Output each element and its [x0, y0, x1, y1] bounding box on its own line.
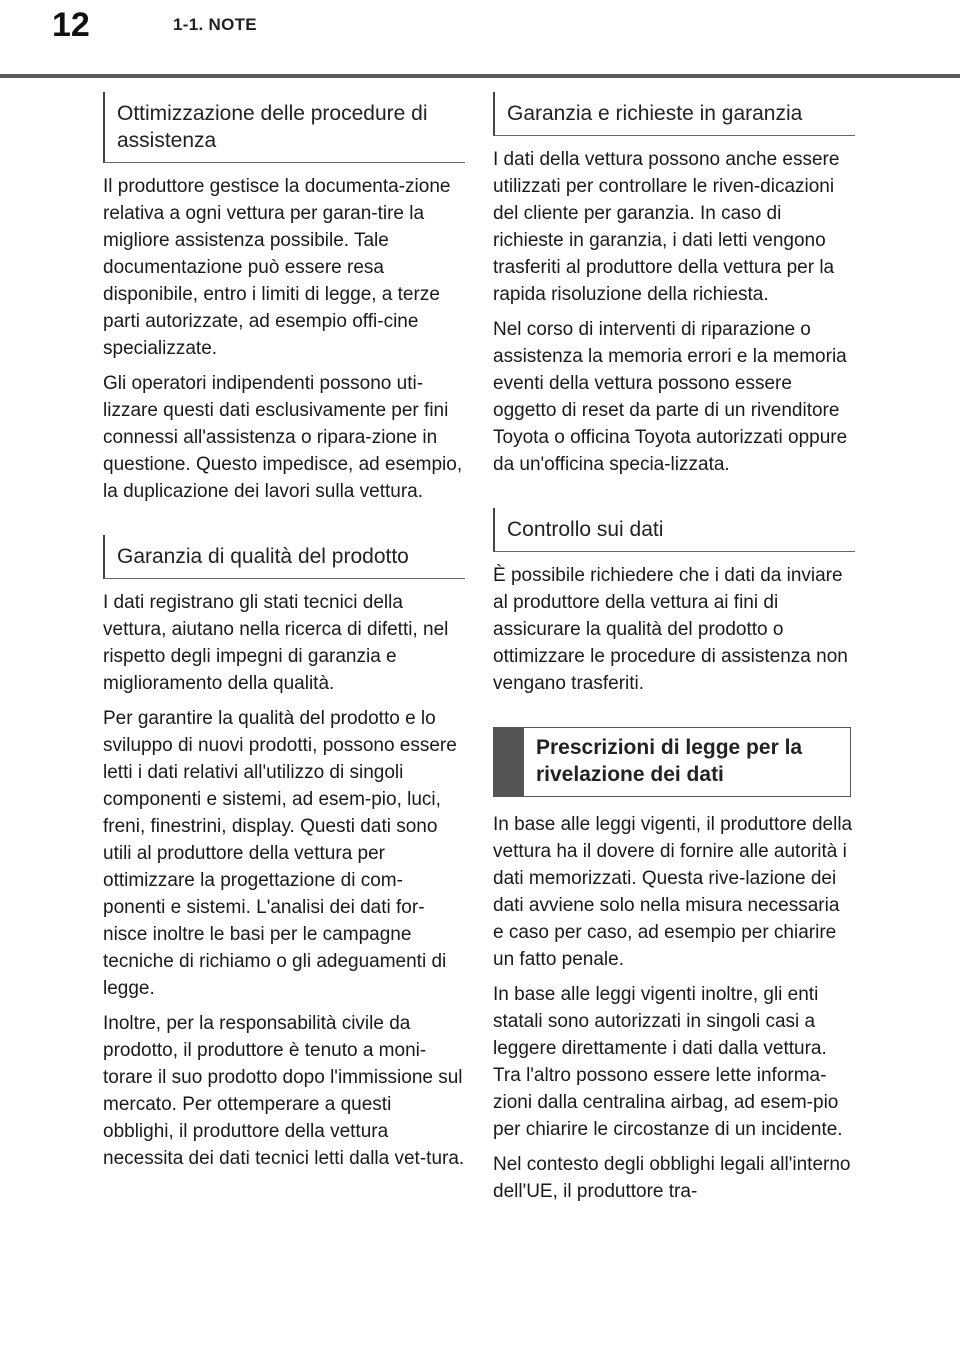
- left-column: [103, 92, 465, 1202]
- section-heading: Ottimizzazione delle procedure di assistenza: [103, 92, 465, 163]
- paragraph: I dati della vettura possono anche essere utilizzati per controllare le riven-dicazioni del cliente per garanzia. In caso di richieste in garanzia, i dati letti vengono trasferiti al produttore della vettura per la rapida risoluzione della richiesta.: [493, 149, 840, 305]
- paragraph: Inoltre, per la responsabilità civile da prodotto, il produttore è tenuto a moni-torare il suo prodotto dopo l'immissione sul mercato. Per ottemperare a questi obblighi, il produttore della vettura necessita dei dati tecnici letti dalla vet-tura.: [103, 1013, 465, 1169]
- paragraph: Il produttore gestisce la documenta-zione relativa a ogni vettura per garan-tire la migliore assistenza possibile. Tale documentazione può essere resa disponibile, entro i limiti di legge, a terze parti autorizzate, ad esempio offi-cine specializzate.: [103, 176, 451, 359]
- header-rule: [0, 74, 960, 78]
- section-warranty: [493, 92, 855, 478]
- paragraph: In base alle leggi vigenti, il produttore della vettura ha il dovere di fornire alle autorità i dati memorizzati. Questa rive-lazione dei dati avviene solo nella misura necessaria e caso per caso, ad esempio per chiarire un fatto penale.: [493, 814, 853, 970]
- section-heading: Controllo sui dati: [493, 508, 855, 552]
- page-number: 12: [52, 6, 90, 44]
- right-column: [493, 92, 855, 1213]
- paragraph: È possibile richiedere che i dati da inviare al produttore della vettura ai fini di assicurare la qualità del prodotto o ottimizzare le procedure di assistenza non vengano trasferiti.: [493, 565, 848, 694]
- paragraph: Per garantire la qualità del prodotto e lo sviluppo di nuovi prodotti, possono essere letti i dati relativi all'utilizzo di singoli componenti e sistemi, ad esem-pio, luci, freni, finestrini, display. Questi dati sono utili al produttore della vettura per ottimizzare la progettazione di com-ponenti e sistemi. L'analisi dei dati for-nisce inoltre le basi per le campagne tecniche di richiamo o gli adeguamenti di legge.: [103, 708, 457, 999]
- section-label: 1-1. NOTE: [173, 15, 257, 34]
- paragraph: In base alle leggi vigenti inoltre, gli enti statali sono autorizzati in singoli casi a leggere direttamente i dati dalla vettura. Tra l'altro possono essere lette informa-zioni dalla centralina airbag, ad esem-pio per chiarire le circostanze di un incidente.: [493, 984, 843, 1140]
- boxed-heading: [493, 727, 851, 797]
- paragraph: Nel corso di interventi di riparazione o assistenza la memoria errori e la memoria eventi della vettura possono essere oggetto di reset da parte di un rivenditore Toyota o officina Toyota autorizzati oppure da un'officina specia-lizzata.: [493, 319, 848, 475]
- section-optimization: [103, 92, 465, 505]
- section-data-control: [493, 508, 855, 697]
- heading-bar: [494, 728, 524, 796]
- paragraph: I dati registrano gli stati tecnici della vettura, aiutano nella ricerca di difetti, nel rispetto degli impegni di garanzia e miglioramento della qualità.: [103, 592, 449, 694]
- page-header: [0, 0, 960, 78]
- section-legal: [493, 727, 855, 1205]
- paragraph: Nel contesto degli obblighi legali all'interno dell'UE, il produttore tra-: [493, 1154, 851, 1202]
- boxed-heading-text: Prescrizioni di legge per la rivelazione dei dati: [536, 736, 803, 786]
- section-heading: Garanzia e richieste in garanzia: [493, 92, 855, 136]
- paragraph: Gli operatori indipendenti possono uti-lizzare questi dati esclusivamente per fini connessi all'assistenza o ripara-zione in questione. Questo impedisce, ad esempio, la duplicazione dei lavori sulla vettura.: [103, 373, 463, 502]
- section-quality: [103, 535, 465, 1172]
- section-heading: Garanzia di qualità del prodotto: [103, 535, 465, 579]
